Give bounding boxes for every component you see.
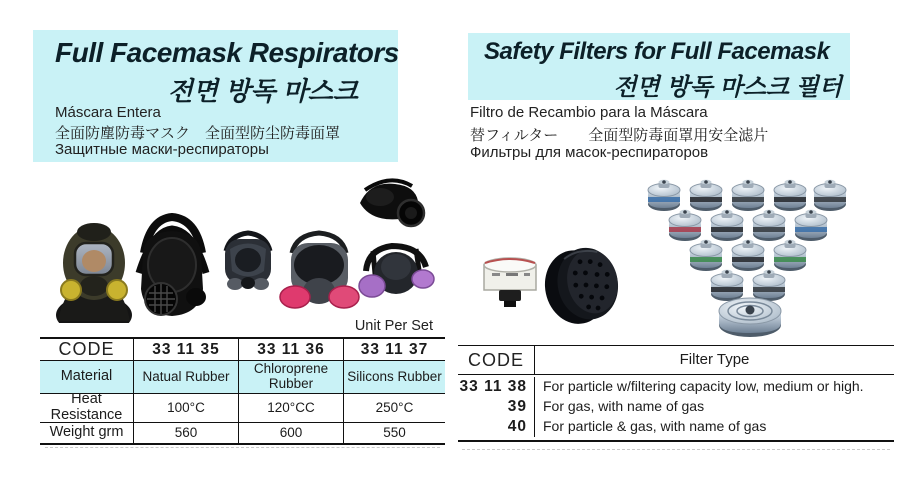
heat-value-3: 250°C bbox=[343, 393, 445, 422]
black-full-facemask-image bbox=[139, 217, 206, 316]
weight-row-label: Weight grm bbox=[40, 422, 133, 443]
purple-cartridge-facemask-image bbox=[359, 246, 434, 297]
left-header-box bbox=[33, 30, 398, 162]
filter-code-40: 40 bbox=[507, 418, 527, 435]
heat-value-2: 120°CC bbox=[238, 393, 343, 422]
left-title-korean: 전면 방독 마스크 bbox=[167, 76, 358, 106]
scan-artifact-line-left bbox=[45, 447, 440, 448]
large-filter-cartridge bbox=[719, 298, 781, 337]
pink-cartridge-facemask-image bbox=[280, 233, 359, 308]
weight-value-1: 560 bbox=[133, 422, 238, 443]
left-table-code-2: 33 11 36 bbox=[238, 339, 343, 360]
right-title: Safety Filters for Full Facemask bbox=[484, 38, 830, 65]
black-round-filter-image bbox=[538, 242, 625, 330]
scan-artifact-line-right bbox=[462, 449, 890, 450]
left-spec-table bbox=[40, 337, 445, 445]
left-title: Full Facemask Respirators bbox=[55, 37, 399, 68]
white-filter-canister-image bbox=[484, 258, 536, 307]
material-row-label: Material bbox=[40, 360, 133, 393]
left-product-photos bbox=[40, 173, 450, 323]
right-product-photos bbox=[468, 173, 880, 345]
unit-per-set-note: Unit Per Set bbox=[354, 318, 433, 334]
left-table-code-1: 33 11 35 bbox=[133, 339, 238, 360]
filter-cartridge-pyramid-image bbox=[648, 180, 846, 337]
right-table-code-label: CODE bbox=[467, 350, 524, 370]
right-title-korean: 전면 방독 마스크 필터 bbox=[613, 74, 842, 101]
right-header-box bbox=[468, 33, 850, 100]
material-value-1: Natual Rubber bbox=[133, 360, 238, 393]
right-table-type-label: Filter Type bbox=[534, 346, 894, 374]
worn-full-facemask-image bbox=[56, 223, 132, 323]
right-subtitle-russian: Фильтры для масок-респираторов bbox=[470, 144, 709, 161]
heat-value-1: 100°C bbox=[133, 393, 238, 422]
weight-value-2: 600 bbox=[238, 422, 343, 443]
weight-value-3: 550 bbox=[343, 422, 445, 443]
material-value-3: Silicons Rubber bbox=[343, 360, 445, 393]
left-table-code-3: 33 11 37 bbox=[343, 339, 445, 360]
right-filter-table bbox=[458, 345, 894, 442]
left-subtitle-russian: Защитные маски-респираторы bbox=[55, 141, 269, 158]
grey-full-facemask-image bbox=[225, 233, 271, 290]
angled-full-facemask-image bbox=[360, 180, 424, 226]
filter-code-39: 39 bbox=[507, 398, 527, 415]
material-value-2: Chloroprene Rubber bbox=[238, 360, 343, 393]
heat-resistance-row-label: Heat Resistance bbox=[40, 393, 133, 422]
filter-desc-2: For gas, with name of gas bbox=[534, 397, 894, 417]
filter-desc-3: For particle & gas, with name of gas bbox=[534, 417, 894, 437]
right-subtitle-spanish: Filtro de Recambio para la Máscara bbox=[470, 104, 708, 121]
left-subtitle-cjk: 全面防塵防毒マスク 全面型防尘防毒面罩 bbox=[55, 125, 341, 142]
right-subtitle-cjk: 替フィルター 全面型防毒面罩用安全滤片 bbox=[470, 127, 769, 144]
left-table-code-label: CODE bbox=[58, 338, 115, 359]
filter-code-3311 38: 33 11 38 bbox=[459, 378, 527, 395]
filter-desc-1: For particle w/filtering capacity low, medium or high. bbox=[534, 377, 894, 397]
left-subtitle-spanish: Máscara Entera bbox=[55, 104, 161, 121]
